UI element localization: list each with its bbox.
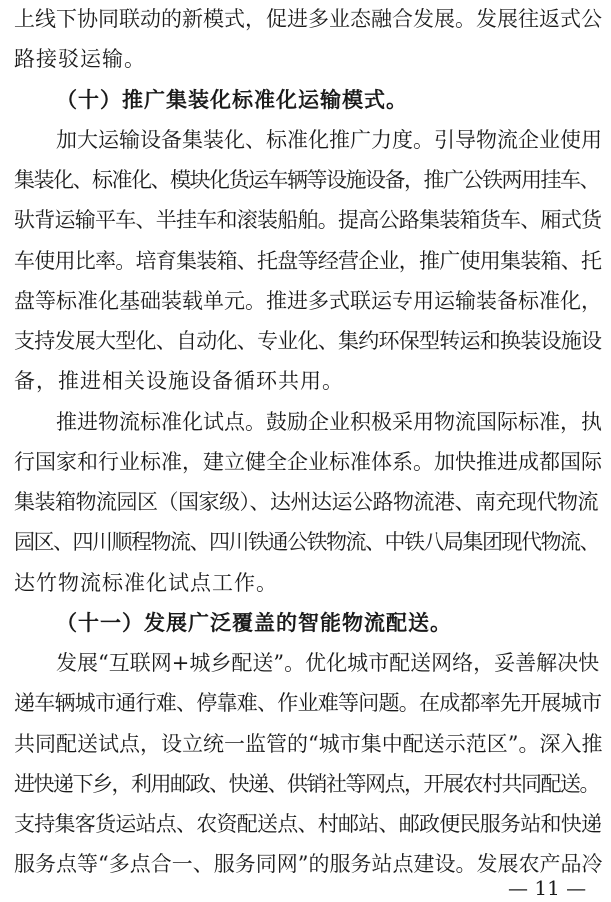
body-text-line: 支持集客货运站点、农资配送点、村邮站、邮政便民服务站和快递	[14, 812, 602, 836]
body-text-line: 集装化、标准化、模块化货运车辆等设施设备，推广公铁两用挂车、	[14, 168, 599, 192]
page-number: — 11 —	[508, 876, 587, 900]
body-text-line: 加大运输设备集装化、标准化推广力度。引导物流企业使用	[56, 128, 602, 152]
section-heading: （十一）发展广泛覆盖的智能物流配送。	[56, 611, 452, 635]
body-text-line: 递车辆城市通行难、停靠难、作业难等问题。在成都率先开展城市	[14, 691, 602, 715]
body-text-line: 推进物流标准化试点。鼓励企业积极采用物流国际标准，执	[56, 410, 602, 434]
body-text-line: 进快递下乡，利用邮政、快递、供销社等网点，开展农村共同配送。	[14, 772, 599, 796]
body-text-line: 园区、四川顺程物流、四川铁通公铁物流、中铁八局集团现代物流、	[14, 530, 599, 554]
body-text-line: 驮背运输平车、半挂车和滚装船舶。提高公路集装箱货车、厢式货	[14, 208, 602, 232]
body-text-line: 备，推进相关设施设备循环共用。	[14, 369, 344, 393]
body-text-line: 行国家和行业标准，建立健全企业标准体系。加快推进成都国际	[14, 450, 602, 474]
body-text-line: 路接驳运输。	[14, 47, 146, 71]
body-text-line: 发展“互联网+城乡配送”。优化城市配送网络，妥善解决快	[56, 651, 600, 675]
section-heading: （十）推广集装化标准化运输模式。	[56, 88, 408, 112]
body-text-line: 上线下协同联动的新模式，促进多业态融合发展。发展往返式公	[14, 7, 602, 31]
body-text-line: 车使用比率。培育集装箱、托盘等经营企业，推广使用集装箱、托	[14, 249, 602, 273]
body-text-line: 集装箱物流园区（国家级）、达州达运公路物流港、南充现代物流	[14, 490, 598, 514]
body-text-line: 服务点等“多点合一、服务同网”的服务站点建设。发展农产品冷	[14, 852, 603, 876]
body-text-line: 达竹物流标准化试点工作。	[14, 571, 278, 595]
body-text-line: 盘等标准化基础装载单元。推进多式联运专用运输装备标准化，	[14, 289, 602, 313]
body-text-line: 共同配送试点，设立统一监管的“城市集中配送示范区”。深入推	[14, 732, 603, 756]
body-text-line: 支持发展大型化、自动化、专业化、集约环保型转运和换装设施设	[14, 329, 602, 353]
